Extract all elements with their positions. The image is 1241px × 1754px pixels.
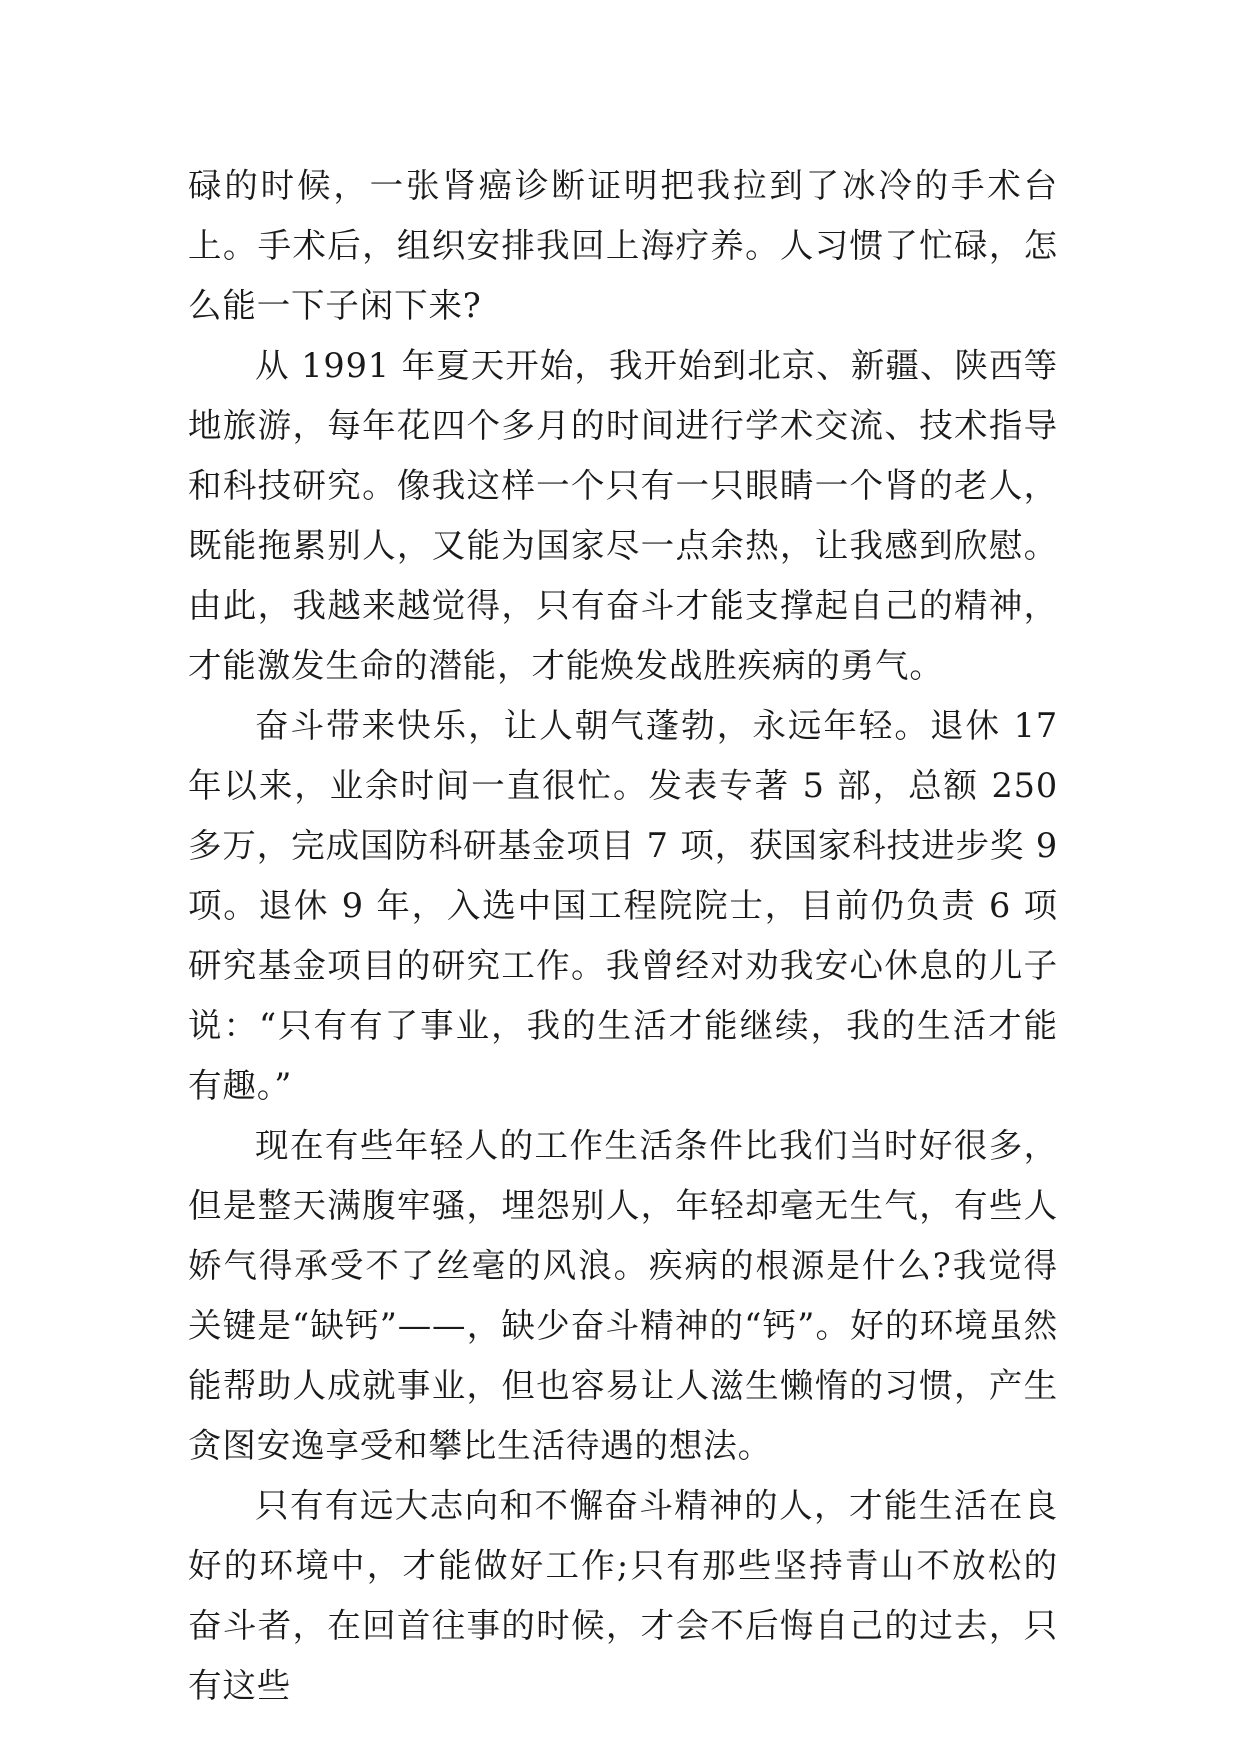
paragraph-travel: 从 1991 年夏天开始，我开始到北京、新疆、陕西等地旅游，每年花四个多月的时间进行学术交流、技术指导和科技研究。像我这样一个只有一只眼睛一个肾的老人，既能拖累别人，又能为国家尽一点余热，让我感到欣慰。由此，我越来越觉得，只有奋斗才能支撑起自己的精神，才能激发生命的潜能，才能焕发战胜疾病的勇气。 [188, 346, 1058, 685]
document-body [188, 156, 1058, 1716]
paragraph-continued: 碌的时候，一张肾癌诊断证明把我拉到了冰冷的手术台上。手术后，组织安排我回上海疗养。人习惯了忙碌，怎么能一下子闲下来? [188, 166, 1058, 325]
paragraph-achievements: 奋斗带来快乐，让人朝气蓬勃，永远年轻。退休 17 年以来，业余时间一直很忙。发表专著 5 部，总额 250 多万，完成国防科研基金项目 7 项，获国家科技进步奖 9 项。退休 9 年，入选中国工程院院士，目前仍负责 6 项研究基金项目的研究工作。我曾经对劝我安心休息的儿子说：“只有有了事业，我的生活才能继续，我的生活才能有趣。” [188, 706, 1058, 1105]
paragraph-young-people: 现在有些年轻人的工作生活条件比我们当时好很多，但是整天满腹牢骚，埋怨别人，年轻却毫无生气，有些人娇气得承受不了丝毫的风浪。疾病的根源是什么?我觉得关键是“缺钙”——，缺少奋斗精神的“钙”。好的环境虽然能帮助人成就事业，但也容易让人滋生懒惰的习惯，产生贪图安逸享受和攀比生活待遇的想法。 [188, 1126, 1058, 1465]
paragraph-aspiration: 只有有远大志向和不懈奋斗精神的人，才能生活在良好的环境中，才能做好工作;只有那些坚持青山不放松的奋斗者，在回首往事的时候，才会不后悔自己的过去，只有这些 [188, 1486, 1058, 1705]
